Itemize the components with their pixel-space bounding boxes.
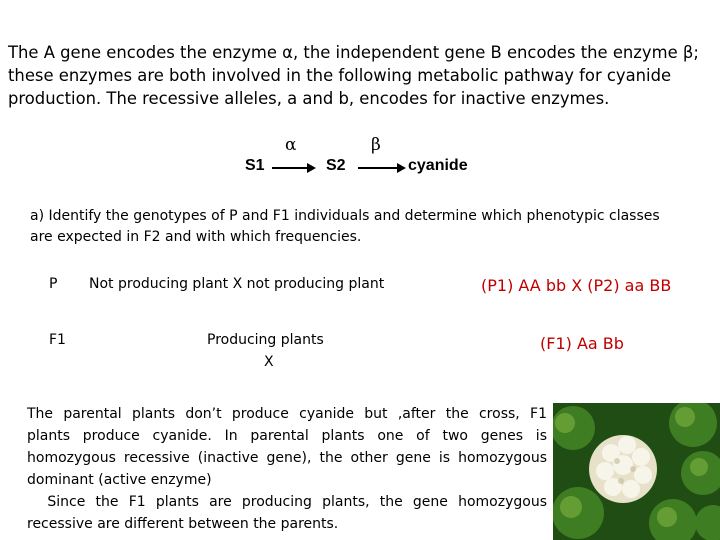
f1-phenotype: Producing plants — [207, 332, 324, 348]
explanation-paragraph — [27, 403, 547, 535]
enzyme-beta-label: β — [371, 135, 381, 155]
explanation-line: recessive are different between the parents. — [27, 516, 339, 532]
explanation-line: Since the F1 plants are producing plants, the gene homozygous — [27, 494, 547, 510]
arrow-icon — [358, 167, 404, 169]
arrow-icon — [272, 167, 314, 169]
question-line: a) Identify the genotypes of P and F1 individuals and determine which phenotypic classes — [30, 208, 660, 224]
intro-line: The A gene encodes the enzyme α, the independent gene B encodes the enzyme β; — [8, 43, 699, 62]
product-cyanide: cyanide — [408, 157, 468, 174]
substrate-s2: S2 — [326, 157, 346, 174]
p-generation-label: P — [49, 276, 58, 292]
intro-paragraph — [8, 41, 714, 110]
clover-flower-photo — [553, 403, 720, 540]
explanation-line: The parental plants don’t produce cyanide but ,after the cross, F1 — [27, 406, 547, 422]
intro-line: these enzymes are both involved in the following metabolic pathway for cyanide — [8, 66, 672, 85]
explanation-line: homozygous recessive (inactive gene), the other gene is homozygous — [27, 450, 547, 466]
enzyme-alpha-label: α — [285, 135, 297, 155]
f1-phenotype-x: X — [264, 354, 274, 370]
explanation-line: dominant (active enzyme) — [27, 472, 212, 488]
question-a — [30, 206, 690, 248]
explanation-line: plants produce cyanide. In parental plants one of two genes is — [27, 428, 547, 444]
intro-line: production. The recessive alleles, a and b, encodes for inactive enzymes. — [8, 89, 610, 108]
f1-genotype: (F1) Aa Bb — [540, 334, 624, 353]
p-genotype: (P1) AA bb X (P2) aa BB — [481, 276, 672, 295]
clover-illustration — [553, 403, 720, 540]
f1-generation-label: F1 — [49, 332, 66, 348]
metabolic-pathway-diagram — [240, 135, 490, 180]
substrate-s1: S1 — [245, 157, 265, 174]
question-line: are expected in F2 and with which frequencies. — [30, 229, 362, 245]
p-phenotype: Not producing plant X not producing plant — [89, 276, 385, 292]
